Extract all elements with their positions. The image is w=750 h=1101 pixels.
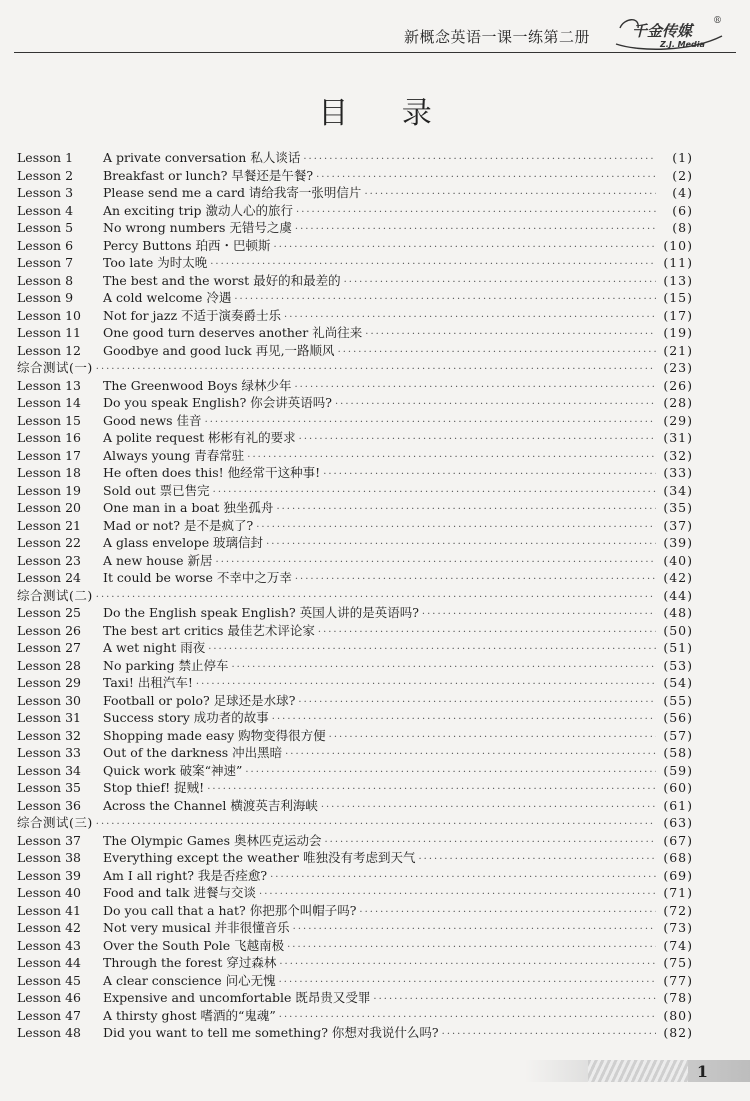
- page-reference: (39): [663, 535, 693, 550]
- lesson-title: The Greenwood Boys 绿林少年: [103, 377, 292, 393]
- lesson-title: It could be worse 不幸中之万幸: [103, 570, 292, 585]
- toc-row: [17, 481, 693, 499]
- dot-leader: [247, 452, 656, 463]
- toc-row: [17, 253, 693, 271]
- toc-row: [17, 568, 693, 586]
- page-reference: (78): [663, 990, 693, 1005]
- lesson-title: A new house 新居: [103, 552, 213, 568]
- toc-row: [17, 971, 693, 989]
- lesson-number: Lesson 13: [17, 377, 81, 393]
- toc-row: [17, 848, 693, 866]
- lesson-number: Lesson 11: [17, 325, 81, 340]
- page-reference: (53): [663, 657, 693, 673]
- lesson-title: Breakfast or lunch? 早餐还是午餐?: [103, 167, 314, 183]
- section-title: 综合测试(一): [17, 360, 93, 375]
- lesson-title: Quick work 破案“神速”: [103, 762, 243, 778]
- toc-row: [17, 393, 693, 411]
- lesson-number: Lesson 34: [17, 762, 81, 778]
- dot-leader: [285, 749, 656, 760]
- header-rule: [14, 52, 736, 53]
- dot-leader: [279, 1012, 656, 1023]
- toc-section-row: [17, 586, 693, 604]
- lesson-title: Over the South Pole 飞越南极: [103, 937, 285, 953]
- dot-leader: [316, 172, 656, 183]
- lesson-title: Sold out 票已售完: [103, 482, 210, 498]
- page-reference: (32): [663, 447, 693, 463]
- dot-leader: [96, 364, 656, 375]
- publisher-logo: [610, 14, 728, 54]
- dot-leader: [213, 487, 656, 498]
- lesson-title: The best art critics 最佳艺术评论家: [103, 622, 315, 638]
- lesson-title: A polite request 彬彬有礼的要求: [103, 430, 296, 445]
- toc-row: [17, 498, 693, 516]
- lesson-number: Lesson 18: [17, 465, 81, 480]
- dot-leader: [279, 977, 656, 988]
- lesson-number: Lesson 22: [17, 535, 81, 550]
- lesson-title: Goodbye and good luck 再见,一路顺风: [103, 342, 335, 358]
- dot-leader: [295, 224, 656, 235]
- lesson-title: Do you call that a hat? 你把那个叫帽子吗?: [103, 902, 357, 918]
- dot-leader: [298, 697, 656, 708]
- page-reference: (17): [663, 307, 693, 323]
- page-reference: (42): [663, 570, 693, 585]
- toc-section-row: [17, 358, 693, 376]
- page-reference: (2): [672, 167, 693, 183]
- dot-leader: [196, 679, 656, 690]
- toc-row: [17, 796, 693, 814]
- lesson-number: Lesson 27: [17, 640, 81, 655]
- section-title: 综合测试(三): [17, 815, 93, 830]
- lesson-title: One good turn deserves another 礼尚往来: [103, 325, 363, 340]
- lesson-number: Lesson 30: [17, 692, 81, 708]
- dot-leader: [373, 994, 656, 1005]
- lesson-title: The best and the worst 最好的和最差的: [103, 272, 341, 288]
- toc-row: [17, 323, 693, 341]
- dot-leader: [294, 382, 656, 393]
- lesson-number: Lesson 42: [17, 920, 81, 935]
- lesson-title: Mad or not? 是不是疯了?: [103, 517, 254, 533]
- toc-row: [17, 726, 693, 744]
- page-reference: (75): [663, 955, 693, 970]
- toc-row: [17, 166, 693, 184]
- lesson-title: Out of the darkness 冲出黑暗: [103, 745, 283, 760]
- dot-leader: [422, 609, 656, 620]
- page-reference: (59): [663, 762, 693, 778]
- lesson-number: Lesson 37: [17, 832, 81, 848]
- lesson-title: Please send me a card 请给我寄一张明信片: [103, 185, 362, 200]
- toc-row: [17, 866, 693, 884]
- page-reference: (21): [663, 342, 693, 358]
- toc-row: [17, 148, 693, 166]
- toc-row: [17, 288, 693, 306]
- toc-row: [17, 446, 693, 464]
- dot-leader: [259, 889, 656, 900]
- lesson-title: A clear conscience 问心无愧: [103, 972, 276, 988]
- dot-leader: [270, 872, 656, 883]
- lesson-title: Stop thief! 捉贼!: [103, 780, 205, 795]
- lesson-title: Do the English speak English? 英国人讲的是英语吗?: [103, 605, 419, 620]
- page-reference: (69): [663, 867, 693, 883]
- lesson-title: Shopping made easy 购物变得很方便: [103, 727, 326, 743]
- lesson-title: He often does this! 他经常干这种事!: [103, 465, 321, 480]
- page-reference: (23): [663, 360, 693, 375]
- lesson-number: Lesson 39: [17, 867, 81, 883]
- dot-leader: [338, 347, 656, 358]
- page-reference: (82): [663, 1025, 693, 1040]
- toc-row: [17, 516, 693, 534]
- toc-row: [17, 218, 693, 236]
- dot-leader: [365, 329, 656, 340]
- lesson-title: One man in a boat 独坐孤舟: [103, 500, 274, 515]
- page-reference: (68): [663, 850, 693, 865]
- dot-leader: [321, 802, 656, 813]
- page-reference: (61): [663, 797, 693, 813]
- page-reference: (51): [663, 640, 693, 655]
- dot-leader: [318, 627, 656, 638]
- dot-leader: [234, 294, 656, 305]
- dot-leader: [276, 504, 656, 515]
- page-reference: (33): [663, 465, 693, 480]
- lesson-number: Lesson 35: [17, 780, 81, 795]
- toc-row: [17, 1023, 693, 1041]
- toc-row: [17, 673, 693, 691]
- page-reference: (77): [663, 972, 693, 988]
- page-title: 目 录: [318, 96, 454, 131]
- lesson-title: Everything except the weather 唯独没有考虑到天气: [103, 850, 416, 865]
- toc-row: [17, 183, 693, 201]
- dot-leader: [96, 819, 656, 830]
- lesson-number: Lesson 28: [17, 657, 81, 673]
- lesson-title: Not very musical 并非很懂音乐: [103, 920, 290, 935]
- toc-row: [17, 236, 693, 254]
- dot-leader: [279, 959, 656, 970]
- page-reference: (28): [663, 395, 693, 410]
- page-reference: (57): [663, 727, 693, 743]
- lesson-number: Lesson 45: [17, 972, 81, 988]
- page-header: [0, 0, 750, 70]
- lesson-number: Lesson 8: [17, 272, 74, 288]
- lesson-number: Lesson 26: [17, 622, 81, 638]
- dot-leader: [272, 714, 656, 725]
- dot-leader: [323, 469, 656, 480]
- lesson-number: Lesson 21: [17, 517, 81, 533]
- page-reference: (1): [672, 150, 693, 165]
- lesson-title: Too late 为时太晚: [103, 255, 208, 270]
- toc-row: [17, 743, 693, 761]
- dot-leader: [335, 399, 656, 410]
- dot-leader: [293, 924, 656, 935]
- dot-leader: [210, 259, 656, 270]
- dot-leader: [324, 837, 656, 848]
- toc-row: [17, 201, 693, 219]
- lesson-title: Am I all right? 我是否痊愈?: [103, 867, 268, 883]
- dot-leader: [442, 1029, 656, 1040]
- logo-sub-text: Z.J. Media: [660, 40, 705, 49]
- lesson-number: Lesson 9: [17, 290, 74, 305]
- lesson-number: Lesson 29: [17, 675, 81, 690]
- lesson-title: A wet night 雨夜: [103, 640, 206, 655]
- dot-leader: [274, 242, 656, 253]
- lesson-title: Taxi! 出租汽车!: [103, 675, 193, 690]
- lesson-title: A glass envelope 玻璃信封: [103, 535, 264, 550]
- dot-leader: [303, 154, 656, 165]
- toc-row: [17, 778, 693, 796]
- toc-row: [17, 883, 693, 901]
- lesson-title: Food and talk 进餐与交谈: [103, 885, 257, 900]
- toc-row: [17, 638, 693, 656]
- lesson-number: Lesson 6: [17, 237, 74, 253]
- lesson-number: Lesson 36: [17, 797, 81, 813]
- toc-section-row: [17, 813, 693, 831]
- dot-leader: [418, 854, 656, 865]
- toc-row: [17, 341, 693, 359]
- registered-mark-icon: ®: [713, 16, 722, 26]
- dot-leader: [359, 907, 656, 918]
- toc-row: [17, 901, 693, 919]
- page-reference: (67): [663, 832, 693, 848]
- page-number: 1: [696, 1062, 708, 1081]
- lesson-number: Lesson 3: [17, 185, 74, 200]
- toc-row: [17, 988, 693, 1006]
- lesson-title: Across the Channel 横渡英吉利海峡: [103, 797, 318, 813]
- toc-row: [17, 306, 693, 324]
- toc-row: [17, 761, 693, 779]
- toc-row: [17, 411, 693, 429]
- page-reference: (80): [663, 1007, 693, 1023]
- page-reference: (54): [663, 675, 693, 690]
- lesson-title: The Olympic Games 奥林匹克运动会: [103, 832, 322, 848]
- dot-leader: [216, 557, 656, 568]
- lesson-title: Expensive and uncomfortable 既昂贵又受罪: [103, 990, 371, 1005]
- dot-leader: [266, 539, 656, 550]
- lesson-title: An exciting trip 激动人心的旅行: [103, 202, 294, 218]
- dot-leader: [205, 417, 656, 428]
- book-title: 新概念英语一课一练第二册: [403, 28, 590, 46]
- lesson-title: Always young 青春常驻: [103, 447, 245, 463]
- dot-leader: [344, 277, 656, 288]
- lesson-number: Lesson 17: [17, 447, 81, 463]
- lesson-number: Lesson 31: [17, 710, 81, 725]
- lesson-number: Lesson 44: [17, 955, 81, 970]
- toc-row: [17, 551, 693, 569]
- lesson-number: Lesson 5: [17, 220, 74, 235]
- dot-leader: [287, 942, 656, 953]
- toc-row: [17, 953, 693, 971]
- page-reference: (58): [663, 745, 693, 760]
- footer-stripes: [588, 1060, 688, 1082]
- toc-row: [17, 376, 693, 394]
- page-reference: (15): [663, 290, 693, 305]
- page-reference: (60): [663, 780, 693, 795]
- lesson-number: Lesson 32: [17, 727, 81, 743]
- lesson-title: A cold welcome 冷遇: [103, 290, 232, 305]
- page-reference: (71): [663, 885, 693, 900]
- lesson-number: Lesson 47: [17, 1007, 81, 1023]
- dot-leader: [295, 574, 656, 585]
- dot-leader: [208, 644, 656, 655]
- dot-leader: [207, 784, 656, 795]
- page-reference: (6): [672, 202, 693, 218]
- lesson-number: Lesson 40: [17, 885, 81, 900]
- lesson-title: Do you speak English? 你会讲英语吗?: [103, 395, 332, 410]
- lesson-number: Lesson 19: [17, 482, 81, 498]
- page-reference: (10): [663, 237, 693, 253]
- lesson-number: Lesson 1: [17, 150, 74, 165]
- lesson-title: A private conversation 私人谈话: [103, 150, 301, 165]
- dot-leader: [299, 434, 656, 445]
- logo-brand-text: 千金传媒: [632, 22, 693, 40]
- lesson-number: Lesson 46: [17, 990, 81, 1005]
- lesson-title: Football or polo? 足球还是水球?: [103, 692, 296, 708]
- lesson-number: Lesson 41: [17, 902, 81, 918]
- page-reference: (63): [663, 815, 693, 830]
- page-reference: (37): [663, 517, 693, 533]
- toc-row: [17, 271, 693, 289]
- page-reference: (74): [663, 937, 693, 953]
- toc-row: [17, 708, 693, 726]
- lesson-number: Lesson 12: [17, 342, 81, 358]
- dot-leader: [296, 207, 656, 218]
- lesson-number: Lesson 7: [17, 255, 74, 270]
- lesson-number: Lesson 14: [17, 395, 81, 410]
- page-reference: (72): [663, 902, 693, 918]
- toc-row: [17, 656, 693, 674]
- lesson-number: Lesson 38: [17, 850, 81, 865]
- page-reference: (50): [663, 622, 693, 638]
- lesson-number: Lesson 33: [17, 745, 81, 760]
- page-reference: (8): [672, 220, 693, 235]
- table-of-contents: [17, 148, 693, 1041]
- toc-row: [17, 936, 693, 954]
- dot-leader: [284, 312, 656, 323]
- section-title: 综合测试(二): [17, 587, 93, 603]
- dot-leader: [329, 732, 656, 743]
- page-reference: (31): [663, 430, 693, 445]
- page-reference: (11): [663, 255, 693, 270]
- page-reference: (35): [663, 500, 693, 515]
- page-reference: (40): [663, 552, 693, 568]
- page-reference: (29): [663, 412, 693, 428]
- page-reference: (48): [663, 605, 693, 620]
- toc-row: [17, 1006, 693, 1024]
- toc-row: [17, 463, 693, 481]
- page-reference: (13): [663, 272, 693, 288]
- lesson-title: Good news 佳音: [103, 412, 202, 428]
- dot-leader: [364, 189, 656, 200]
- dot-leader: [96, 592, 656, 603]
- lesson-title: Percy Buttons 珀西・巴顿斯: [103, 237, 271, 253]
- page-reference: (4): [672, 185, 693, 200]
- lesson-number: Lesson 20: [17, 500, 81, 515]
- page-reference: (56): [663, 710, 693, 725]
- lesson-title: Did you want to tell me something? 你想对我说什么吗?: [103, 1025, 439, 1040]
- lesson-title: Not for jazz 不适于演奏爵士乐: [103, 307, 282, 323]
- dot-leader: [256, 522, 656, 533]
- lesson-title: A thirsty ghost 嗜酒的“鬼魂”: [103, 1007, 276, 1023]
- page-reference: (55): [663, 692, 693, 708]
- lesson-number: Lesson 24: [17, 570, 81, 585]
- lesson-number: Lesson 15: [17, 412, 81, 428]
- dot-leader: [245, 767, 656, 778]
- lesson-number: Lesson 2: [17, 167, 74, 183]
- page-reference: (19): [663, 325, 693, 340]
- lesson-title: No parking 禁止停车: [103, 657, 229, 673]
- lesson-title: No wrong numbers 无错号之虞: [103, 220, 292, 235]
- toc-row: [17, 533, 693, 551]
- lesson-number: Lesson 4: [17, 202, 74, 218]
- toc-row: [17, 691, 693, 709]
- toc-row: [17, 428, 693, 446]
- lesson-number: Lesson 16: [17, 430, 81, 445]
- lesson-number: Lesson 25: [17, 605, 81, 620]
- lesson-number: Lesson 10: [17, 307, 81, 323]
- lesson-number: Lesson 48: [17, 1025, 81, 1040]
- page-reference: (44): [663, 587, 693, 603]
- lesson-number: Lesson 43: [17, 937, 81, 953]
- lesson-title: Through the forest 穿过森林: [103, 955, 277, 970]
- page-reference: (26): [663, 377, 693, 393]
- toc-row: [17, 918, 693, 936]
- page-reference: (34): [663, 482, 693, 498]
- lesson-number: Lesson 23: [17, 552, 81, 568]
- page-reference: (73): [663, 920, 693, 935]
- toc-row: [17, 603, 693, 621]
- dot-leader: [231, 662, 656, 673]
- toc-row: [17, 621, 693, 639]
- lesson-title: Success story 成功者的故事: [103, 710, 269, 725]
- toc-row: [17, 831, 693, 849]
